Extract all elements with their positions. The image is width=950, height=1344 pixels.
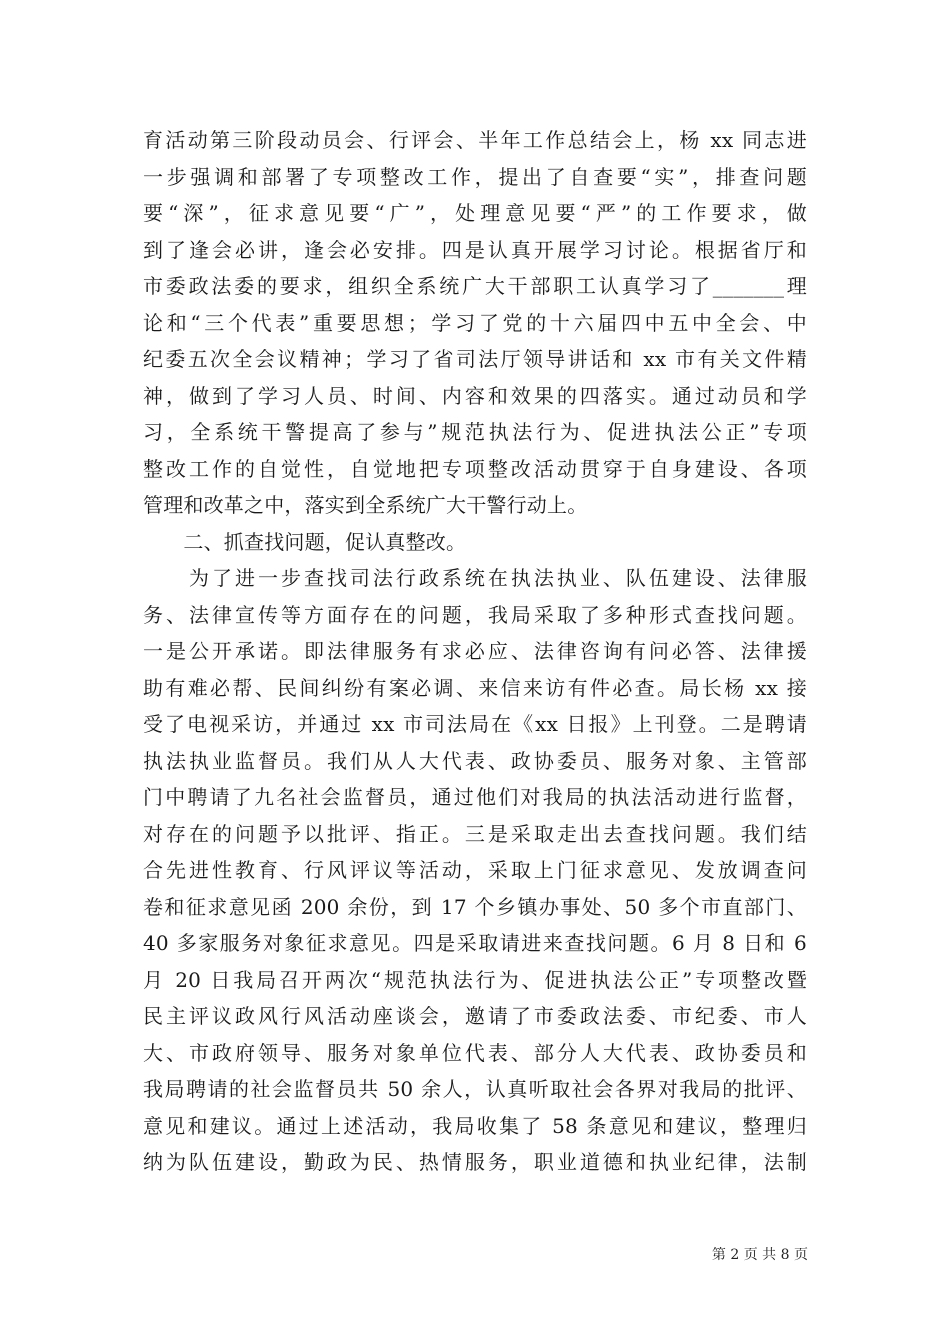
text-line: 执法执业监督员。我们从人大代表、政协委员、服务对象、主管部 [143, 748, 807, 773]
text-line: 市委政法委的要求，组织全系统广大干部职工认真学习了_______理 [143, 274, 807, 298]
text-line: 神，做到了学习人员、时间、内容和效果的四落实。通过动员和学 [143, 383, 807, 408]
text-line: 意见和建议。通过上述活动，我局收集了 58 条意见和建议，整理归 [143, 1113, 807, 1138]
text-line: 务、法律宣传等方面存在的问题，我局采取了多种形式查找问题。 [143, 602, 807, 627]
text-line: 一是公开承诺。即法律服务有求必应、法律咨询有问必答、法律援 [143, 639, 807, 663]
section-heading: 二、抓查找问题，促认真整改。 [143, 529, 467, 554]
text-line: 卷和征求意见函 200 余份，到 17 个乡镇办事处、50 多个市直部门、 [143, 894, 807, 919]
text-line: 大、市政府领导、服务对象单位代表、部分人大代表、政协委员和 [143, 1040, 807, 1065]
paragraph-last-line: 管理和改革之中，落实到全系统广大干警行动上。 [143, 493, 588, 517]
paragraph-first-line: 为了进一步查找司法行政系统在执法执业、队伍建设、法律服 [143, 566, 807, 590]
text-line: 合先进性教育、行风评议等活动，采取上门征求意见、发放调查问 [143, 858, 807, 882]
text-line: 习，全系统干警提高了参与”规范执法行为、促进执法公正”专项 [143, 420, 807, 444]
text-line: 40 多家服务对象征求意见。四是采取请进来查找问题。6 月 8 日和 6 [143, 931, 807, 955]
text-line: 我局聘请的社会监督员共 50 余人，认真听取社会各界对我局的批评、 [143, 1077, 807, 1101]
text-line: 门中聘请了九名社会监督员，通过他们对我局的执法活动进行监督， [143, 785, 807, 809]
text-line: 民主评议政风行风活动座谈会，邀请了市委政法委、市纪委、市人 [143, 1004, 807, 1028]
text-line: 要“深”，征求意见要“广”，处理意见要“严”的工作要求，做 [143, 201, 807, 225]
text-line: 纳为队伍建设，勤政为民、热情服务，职业道德和执业纪律，法制 [143, 1150, 807, 1174]
text-line: 到了逢会必讲，逢会必安排。四是认真开展学习讨论。根据省厅和 [143, 237, 807, 262]
text-line: 纪委五次全会议精神；学习了省司法厅领导讲话和 xx 市有关文件精 [143, 347, 807, 371]
text-line: 整改工作的自觉性，自觉地把专项整改活动贯穿于自身建设、各项 [143, 456, 807, 481]
text-line: 对存在的问题予以批评、指正。三是采取走出去查找问题。我们结 [143, 821, 807, 846]
text-line: 论和“三个代表”重要思想；学习了党的十六届四中五中全会、中 [143, 310, 807, 335]
text-line: 一步强调和部署了专项整改工作，提出了自查要“实”，排查问题 [143, 164, 807, 189]
document-body [143, 122, 807, 1181]
text-line: 月 20 日我局召开两次“规范执法行为、促进执法公正”专项整改暨 [143, 967, 807, 992]
text-line: 助有难必帮、民间纠纷有案必调、来信来访有件必查。局长杨 xx 接 [143, 675, 807, 700]
page-number-footer: 第 2 页 共 8 页 [711, 1247, 808, 1263]
text-line: 育活动第三阶段动员会、行评会、半年工作总结会上，杨 xx 同志进 [143, 128, 807, 152]
text-line: 受了电视采访，并通过 xx 市司法局在《xx 日报》上刊登。二是聘请 [143, 712, 807, 736]
